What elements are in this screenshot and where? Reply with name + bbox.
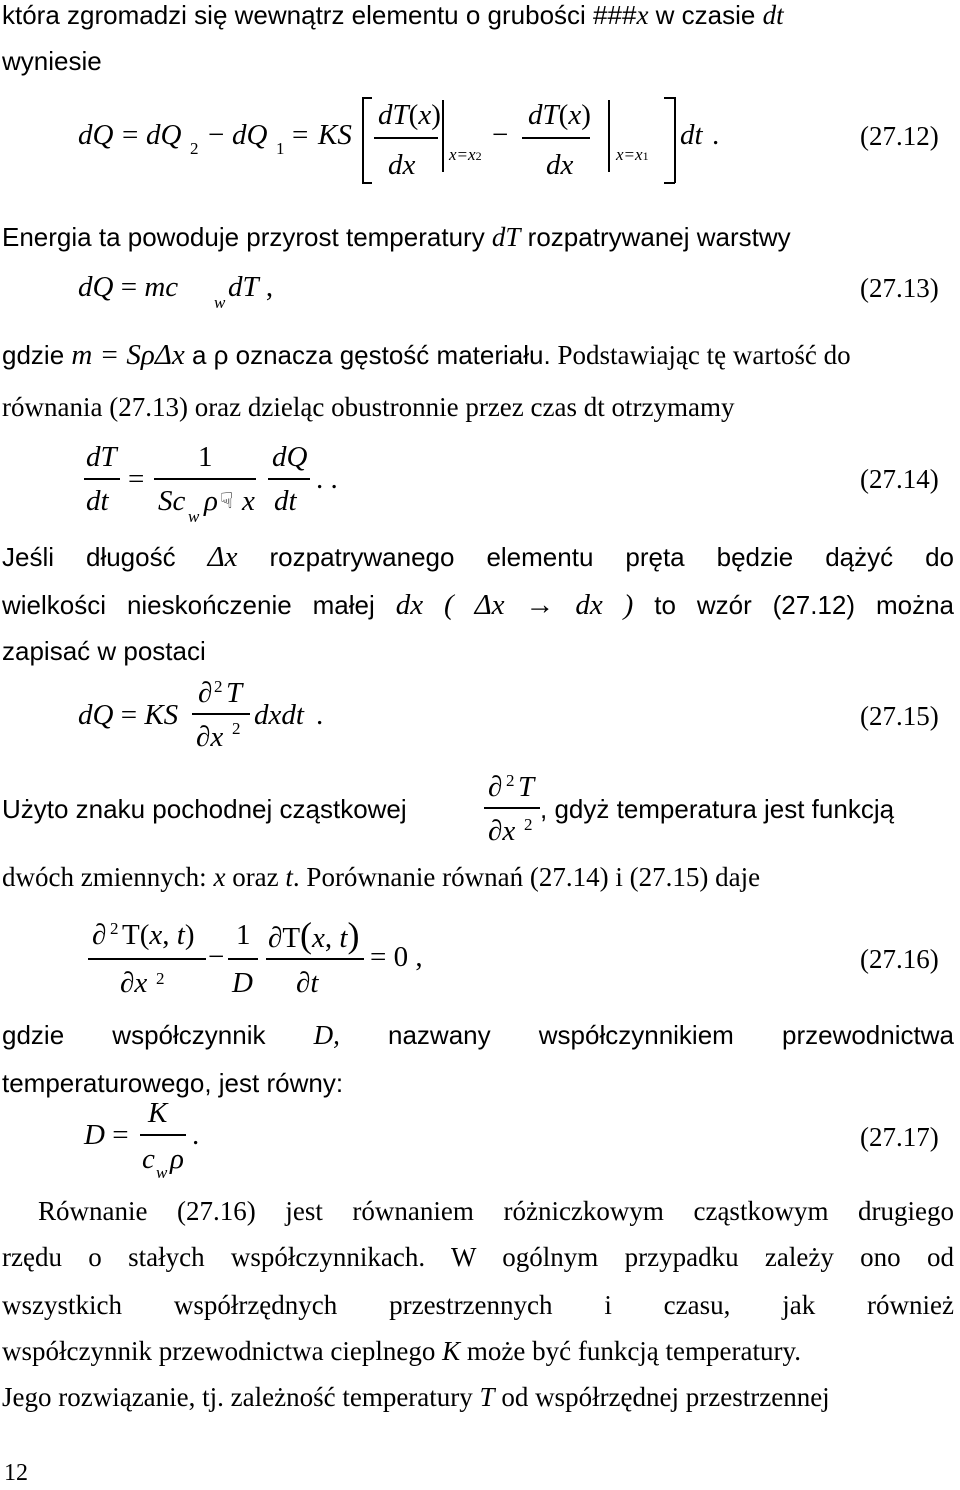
- text-line-8: zapisać w postaci: [2, 636, 206, 666]
- text-line-3: Energia ta powoduje przyrost temperatury dT rozpatrywanej warstwy: [2, 222, 791, 252]
- paragraph-line-3: wszystkich współrzędnych przestrzennych i czasu, jak również: [2, 1290, 954, 1320]
- text-line-7: wielkości nieskończenie małej dx ( Δx → dx ) to wzór (27.12) można: [2, 589, 955, 621]
- text-line-12: temperaturowego, jest równy:: [2, 1068, 344, 1098]
- text-line-2: wyniesie: [2, 46, 102, 76]
- paragraph-line-1: Równanie (27.16) jest równaniem różniczkowym cząstkowym drugiego: [38, 1196, 954, 1226]
- paragraph-line-2: rzędu o stałych współczynnikach. W ogólnym przypadku zależy ono od: [2, 1242, 954, 1272]
- text-line-9b: , gdyż temperatura jest funkcją: [540, 794, 895, 824]
- text-line-9a: Użyto znaku pochodnej cząstkowej: [2, 794, 407, 824]
- text-line-11: gdzie współczynnik D, nazwany współczynnikiem przewodnictwa: [2, 1020, 954, 1050]
- paragraph-line-5: Jego rozwiązanie, tj. zależność temperatury T od współrzędnej przestrzennej: [2, 1382, 830, 1412]
- page-number: 12: [4, 1460, 28, 1486]
- text-line-5: równania (27.13) oraz dzieląc obustronnie przez czas dt otrzymamy: [2, 392, 735, 422]
- paragraph-line-4: współczynnik przewodnictwa cieplnego K może być funkcją temperatury.: [2, 1336, 801, 1366]
- text-line-1: która zgromadzi się wewnątrz elementu o grubości ###x w czasie dt: [2, 0, 784, 30]
- text-line-10: dwóch zmiennych: x oraz t. Porównanie równań (27.14) i (27.15) daje: [2, 862, 761, 892]
- text-line-6: Jeśli długość Δx rozpatrywanego elementu pręta będzie dążyć do: [2, 541, 955, 573]
- text-line-4: gdzie m = SρΔx a ρ oznacza gęstość materiału. Podstawiając tę wartość do: [2, 339, 851, 371]
